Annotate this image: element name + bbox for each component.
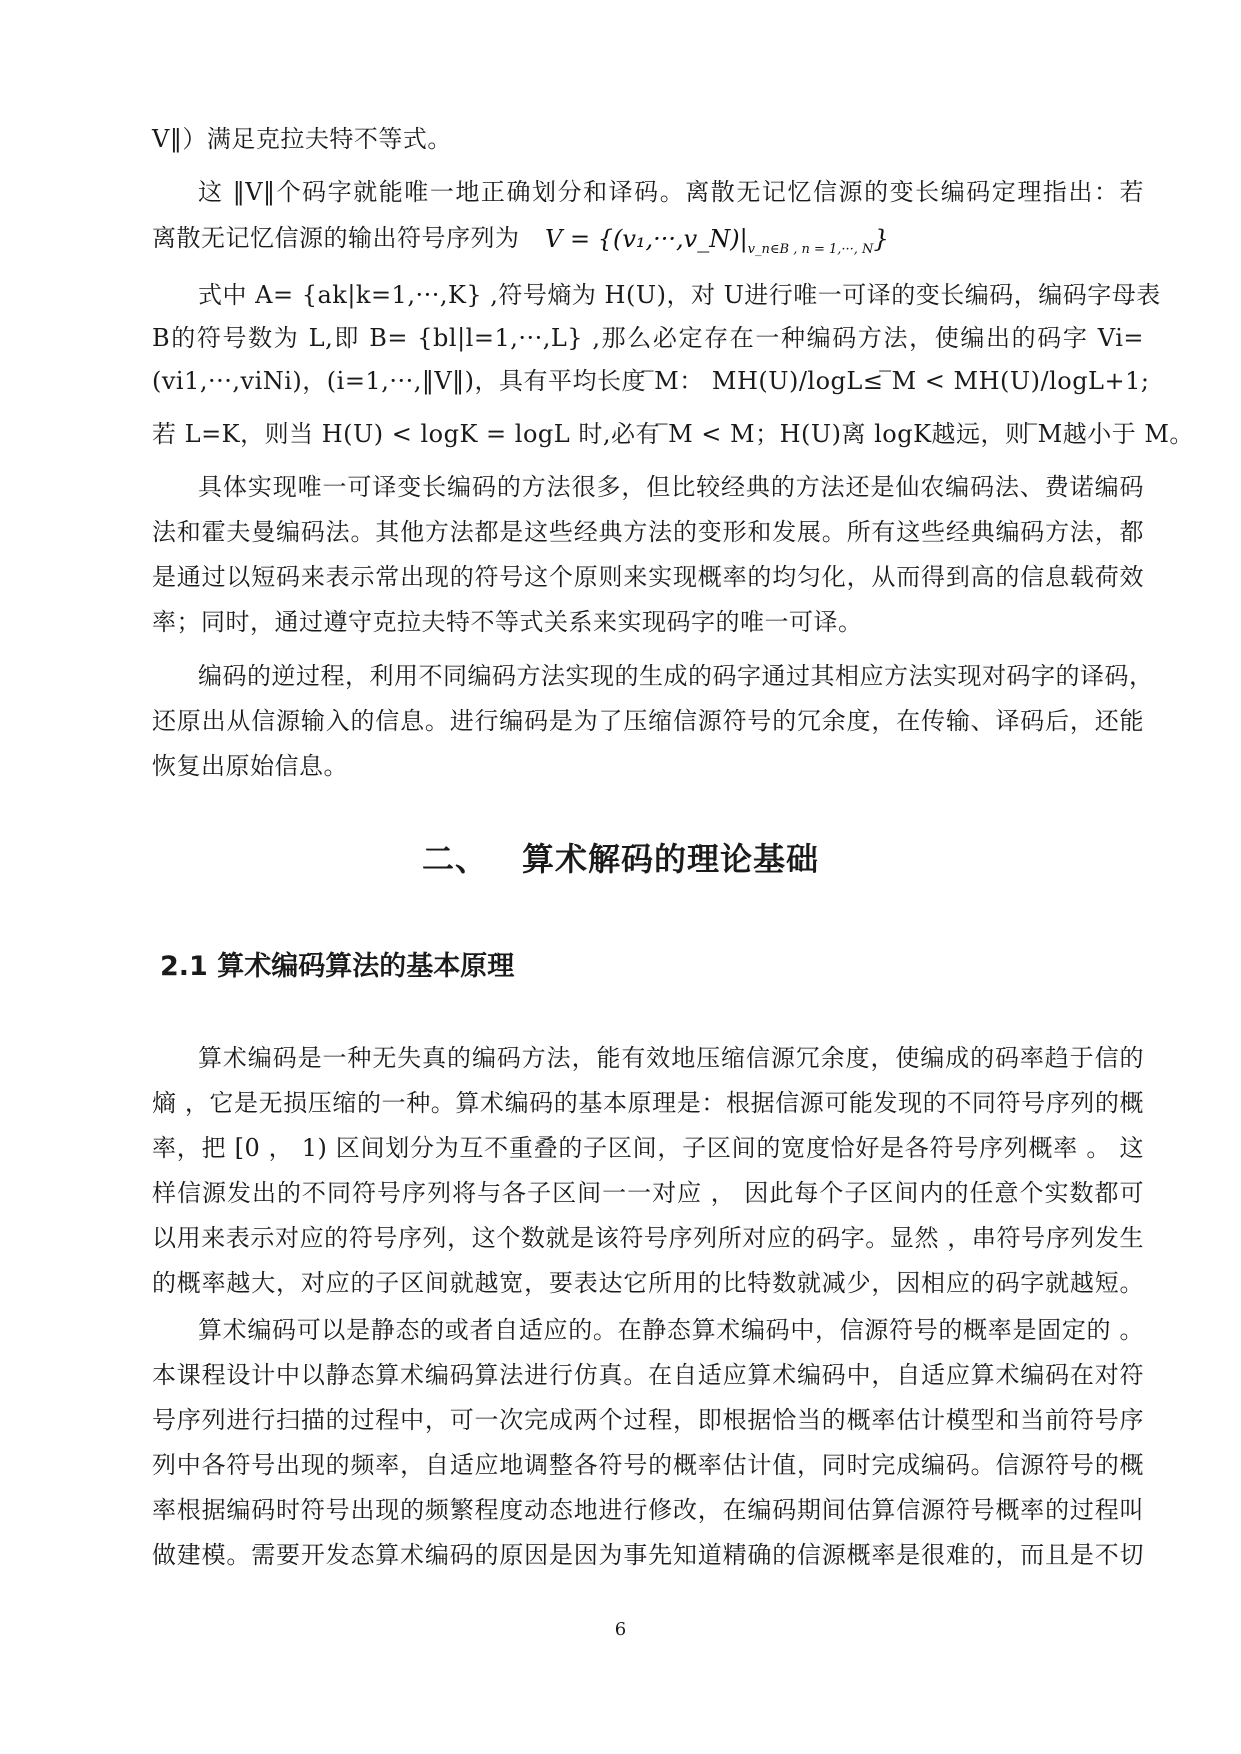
- text-line: 率，把 [0 ， 1) 区间划分为互不重叠的子区间，子区间的宽度恰好是各符号序列概率 。 这: [152, 1134, 1144, 1162]
- text-line: 这 ‖V‖个码字就能唯一地正确划分和译码。离散无记忆信源的变长编码定理指出：若: [198, 178, 1144, 206]
- text-line: 恢复出原始信息。: [152, 752, 348, 780]
- section-heading: 二、 算术解码的理论基础: [421, 840, 820, 878]
- text-line: 率根据编码时符号出现的频繁程度动态地进行修改，在编码期间估算信源符号概率的过程叫: [152, 1496, 1144, 1524]
- text-line: 算术编码可以是静态的或者自适应的。在静态算术编码中，信源符号的概率是固定的 。: [198, 1316, 1144, 1344]
- text-line: 具体实现唯一可译变长编码的方法很多，但比较经典的方法还是仙农编码法、费诺编码: [198, 473, 1144, 501]
- text-line: 列中各符号出现的频率，自适应地调整各符号的概率估计值，同时完成编码。信源符号的概: [152, 1451, 1144, 1479]
- text-line: 算术编码是一种无失真的编码方法，能有效地压缩信源冗余度，使编成的码率趋于信的: [198, 1044, 1144, 1072]
- text-line: 的概率越大，对应的子区间就越宽，要表达它所用的比特数就减少，因相应的码字就越短。: [152, 1269, 1144, 1297]
- text-line: V‖）满足克拉夫特不等式。: [152, 125, 452, 153]
- text-line: 式中 A= {ak|k=1,···,K} ,符号熵为 H(U)，对 U进行唯一可译的变长编码，编码字母表: [198, 281, 1161, 309]
- text-line: 做建模。需要开发态算术编码的原因是因为事先知道精确的信源概率是很难的，而且是不切: [152, 1541, 1144, 1569]
- text-line: 熵 ，它是无损压缩的一种。算术编码的基本原理是：根据信源可能发现的不同符号序列的概: [152, 1089, 1144, 1117]
- text-line: 本课程设计中以静态算术编码算法进行仿真。在自适应算术编码中，自适应算术编码在对符: [152, 1361, 1144, 1389]
- text-line: 是通过以短码来表示常出现的符号这个原则来实现概率的均匀化，从而得到高的信息载荷效: [152, 563, 1144, 591]
- text-line: 若 L=K，则当 H(U) < logK = logL 时,必有 ̅M < M；H(U)离 logK越远，则 ̅M越小于 M。: [152, 420, 1194, 448]
- text-line: B的符号数为 L,即 B= {bl|l=1,···,L} ,那么必定存在一种编码方法，使编出的码字 Vi=: [152, 324, 1144, 352]
- text-line: 离散无记忆信源的输出符号序列为: [152, 224, 520, 252]
- page-number: 6: [614, 1619, 627, 1640]
- formula-image: $V = \{(v_1,\cdot\cdot\cdot,v\_N)|_{v\_n\in B , n = 1,\cdot\cdot\cdot, N}\}$: [545, 225, 889, 257]
- text-line: 号序列进行扫描的过程中，可一次完成两个过程，即根据恰当的概率估计模型和当前符号序: [152, 1406, 1144, 1434]
- text-line: 编码的逆过程，利用不同编码方法实现的生成的码字通过其相应方法实现对码字的译码，: [198, 662, 1154, 690]
- text-line: 法和霍夫曼编码法。其他方法都是这些经典方法的变形和发展。所有这些经典编码方法，都: [152, 518, 1144, 546]
- text-line: 以用来表示对应的符号序列，这个数就是该符号序列所对应的码字。显然 ，串符号序列发生: [152, 1224, 1144, 1252]
- text-line: 样信源发出的不同符号序列将与各子区间一一对应 ， 因此每个子区间内的任意个实数都可: [152, 1179, 1144, 1207]
- subsection-heading: 2.1 算术编码算法的基本原理: [160, 951, 515, 982]
- text-line: 率；同时，通过遵守克拉夫特不等式关系来实现码字的唯一可译。: [152, 608, 863, 636]
- text-line: (vi1,···,viNi)，(i=1,···,‖V‖)，具有平均长度 ̅M： MH(U)/logL≤ ̅M < MH(U)/logL+1;: [152, 367, 1150, 395]
- text-line: 还原出从信源输入的信息。进行编码是为了压缩信源符号的冗余度，在传输、译码后，还能: [152, 707, 1144, 735]
